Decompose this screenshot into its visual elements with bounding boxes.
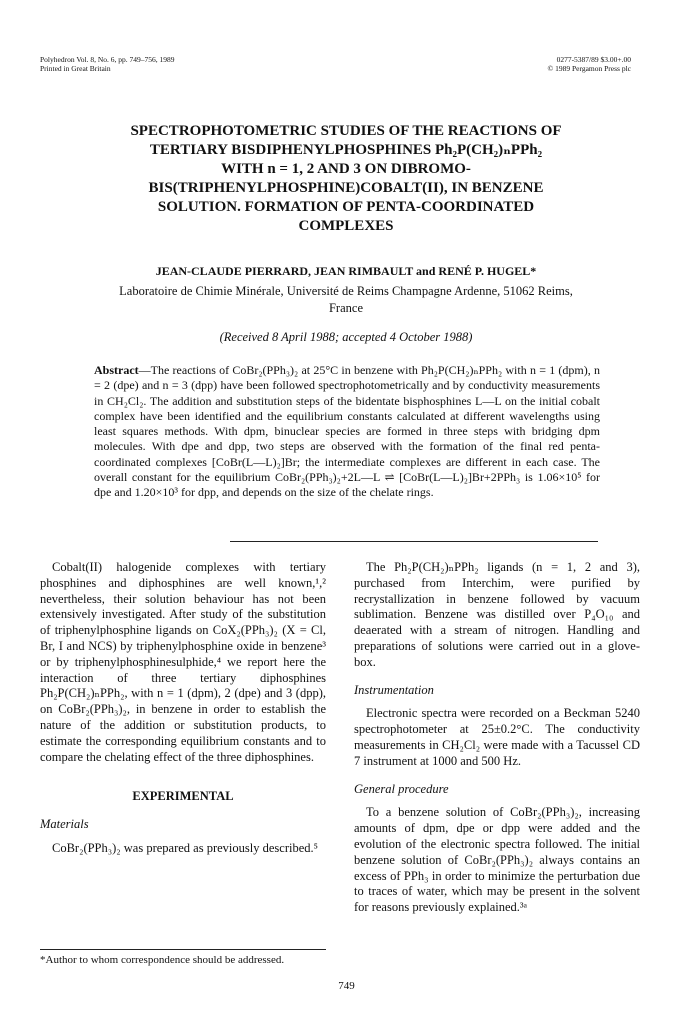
instrumentation-paragraph: Electronic spectra were recorded on a Beckman 5240 spectrophotometer at 25±0.2°C. The conductivity measurements in CH₂Cl₂ were made with a Tacussel CD 7 instrument at 1000 and 500 Hz. [354, 706, 640, 768]
procedure-heading: General procedure [354, 781, 449, 796]
footnote-divider [40, 949, 326, 950]
intro-paragraph: Cobalt(II) halogenide complexes with tertiary phosphines and diphosphines are well known,¹,² nevertheless, their solution behaviour has not been extensively investigated. After study of the substitution of triphenylphosphine ligands on CoX₂(PPh₃)₂ (X = Cl, Br, I and NCS) by triphenylphosphine oxide in benzene³ or by triphenylphosphinesulphide,⁴ we report here the interaction of three tertiary diphosphines Ph₂P(CH₂)ₙPPh₂, with n = 1 (dpm), 2 (dpe) and 3 (dpp), on CoBr₂(PPh₃)₂, in benzene in order to establish the nature of the addition or substitution products, to estimate the corresponding equilibrium constants and to compare the chelating effect of the three diphosphines. [40, 560, 326, 764]
materials-heading: Materials [40, 817, 89, 832]
affiliation [40, 283, 652, 317]
affiliation-line-1: Laboratoire de Chimie Minérale, Université de Reims Champagne Ardenne, 51062 Reims, [119, 284, 573, 298]
abstract-text: —The reactions of CoBr₂(PPh₃)₂ at 25°C in benzene with Ph₂P(CH₂)ₙPPh₂ with n = 1 (dpm), n = 2 (dpe) and n = 3 (dpp) have been followed spectrophotometrically and by conductivity measurements in CH₂Cl₂. The addition and substitution steps of the bidentate bisphosphines L—L on the initial cobalt complex have been identified and the equilibrium constants calculated at different wavelengths using least squares methods. With dpm, binuclear species are formed in three steps with bridging dpm molecules. With dpe and dpp, two steps are observed with the formation of the final red penta-coordinated complexes [CoBr(L—L)₂]Br; the intermediate complexes are different in each case. The overall constant for the equilibrium CoBr₂(PPh₃)₂+2L—L ⇌ [CoBr(L—L)₂]Br+2PPh₃ is 1.06×10⁵ for dpe and 1.20×10³ for dpp, and depends on the size of the chelate rings. [94, 363, 600, 500]
printed-note: Printed in Great Britain [40, 64, 111, 73]
title-line-4: BIS(TRIPHENYLPHOSPHINE)COBALT(II), IN BENZENE [148, 180, 544, 196]
procedure-paragraph: To a benzene solution of CoBr₂(PPh₃)₂, increasing amounts of dpm, dpe or dpp were added and the evolution of the electronic spectra followed. The initial benzene solution of CoBr₂(PPh₃)₂ always contains an excess of PPh₃ in order to minimize the perturbation due to traces of water, which may be present in the solvent for reasons previously explained.³ᵃ [354, 805, 640, 915]
materials-paragraph: CoBr₂(PPh₃)₂ was prepared as previously described.⁵ [52, 840, 318, 855]
title-line-1: SPECTROPHOTOMETRIC STUDIES OF THE REACTIONS OF [130, 123, 562, 139]
page-number: 749 [338, 980, 355, 992]
journal-header-left [40, 55, 175, 73]
instrumentation-heading: Instrumentation [354, 682, 434, 697]
left-column [40, 560, 326, 857]
title-line-5: SOLUTION. FORMATION OF PENTA-COORDINATED [157, 199, 535, 215]
abstract [94, 363, 600, 501]
experimental-heading: EXPERIMENTAL [132, 789, 234, 804]
abstract-divider [230, 541, 598, 542]
title-line-2: TERTIARY BISDIPHENYLPHOSPHINES Ph₂P(CH₂)ₙPPh₂ [149, 142, 543, 158]
right-column [354, 560, 640, 916]
paper-title [60, 122, 632, 236]
title-line-3: WITH n = 1, 2 AND 3 ON DIBROMO- [221, 161, 471, 177]
journal-citation: Polyhedron Vol. 8, No. 6, pp. 749–756, 1989 [40, 55, 175, 64]
abstract-label: Abstract [94, 363, 139, 377]
journal-header-right [548, 55, 631, 73]
issn-code: 0277-5387/89 $3.00+.00 [556, 55, 631, 64]
ligands-paragraph: The Ph₂P(CH₂)ₙPPh₂ ligands (n = 1, 2 and 3), purchased from Interchim, were purified by recrystallization in benzene followed by vacuum sublimation. Benzene was distilled over P₄O₁₀ and deaerated with a stream of nitrogen. Handling and preparations of solutions were carried out in a glove-box. [354, 560, 640, 669]
copyright-note: © 1989 Pergamon Press plc [547, 64, 631, 73]
received-dates: (Received 8 April 1988; accepted 4 October 1988) [219, 330, 473, 344]
author-footnote: *Author to whom correspondence should be addressed. [40, 954, 285, 966]
author-list: JEAN-CLAUDE PIERRARD, JEAN RIMBAULT and RENÉ P. HUGEL* [155, 264, 537, 278]
affiliation-line-2: France [328, 301, 363, 315]
title-line-6: COMPLEXES [298, 218, 394, 234]
